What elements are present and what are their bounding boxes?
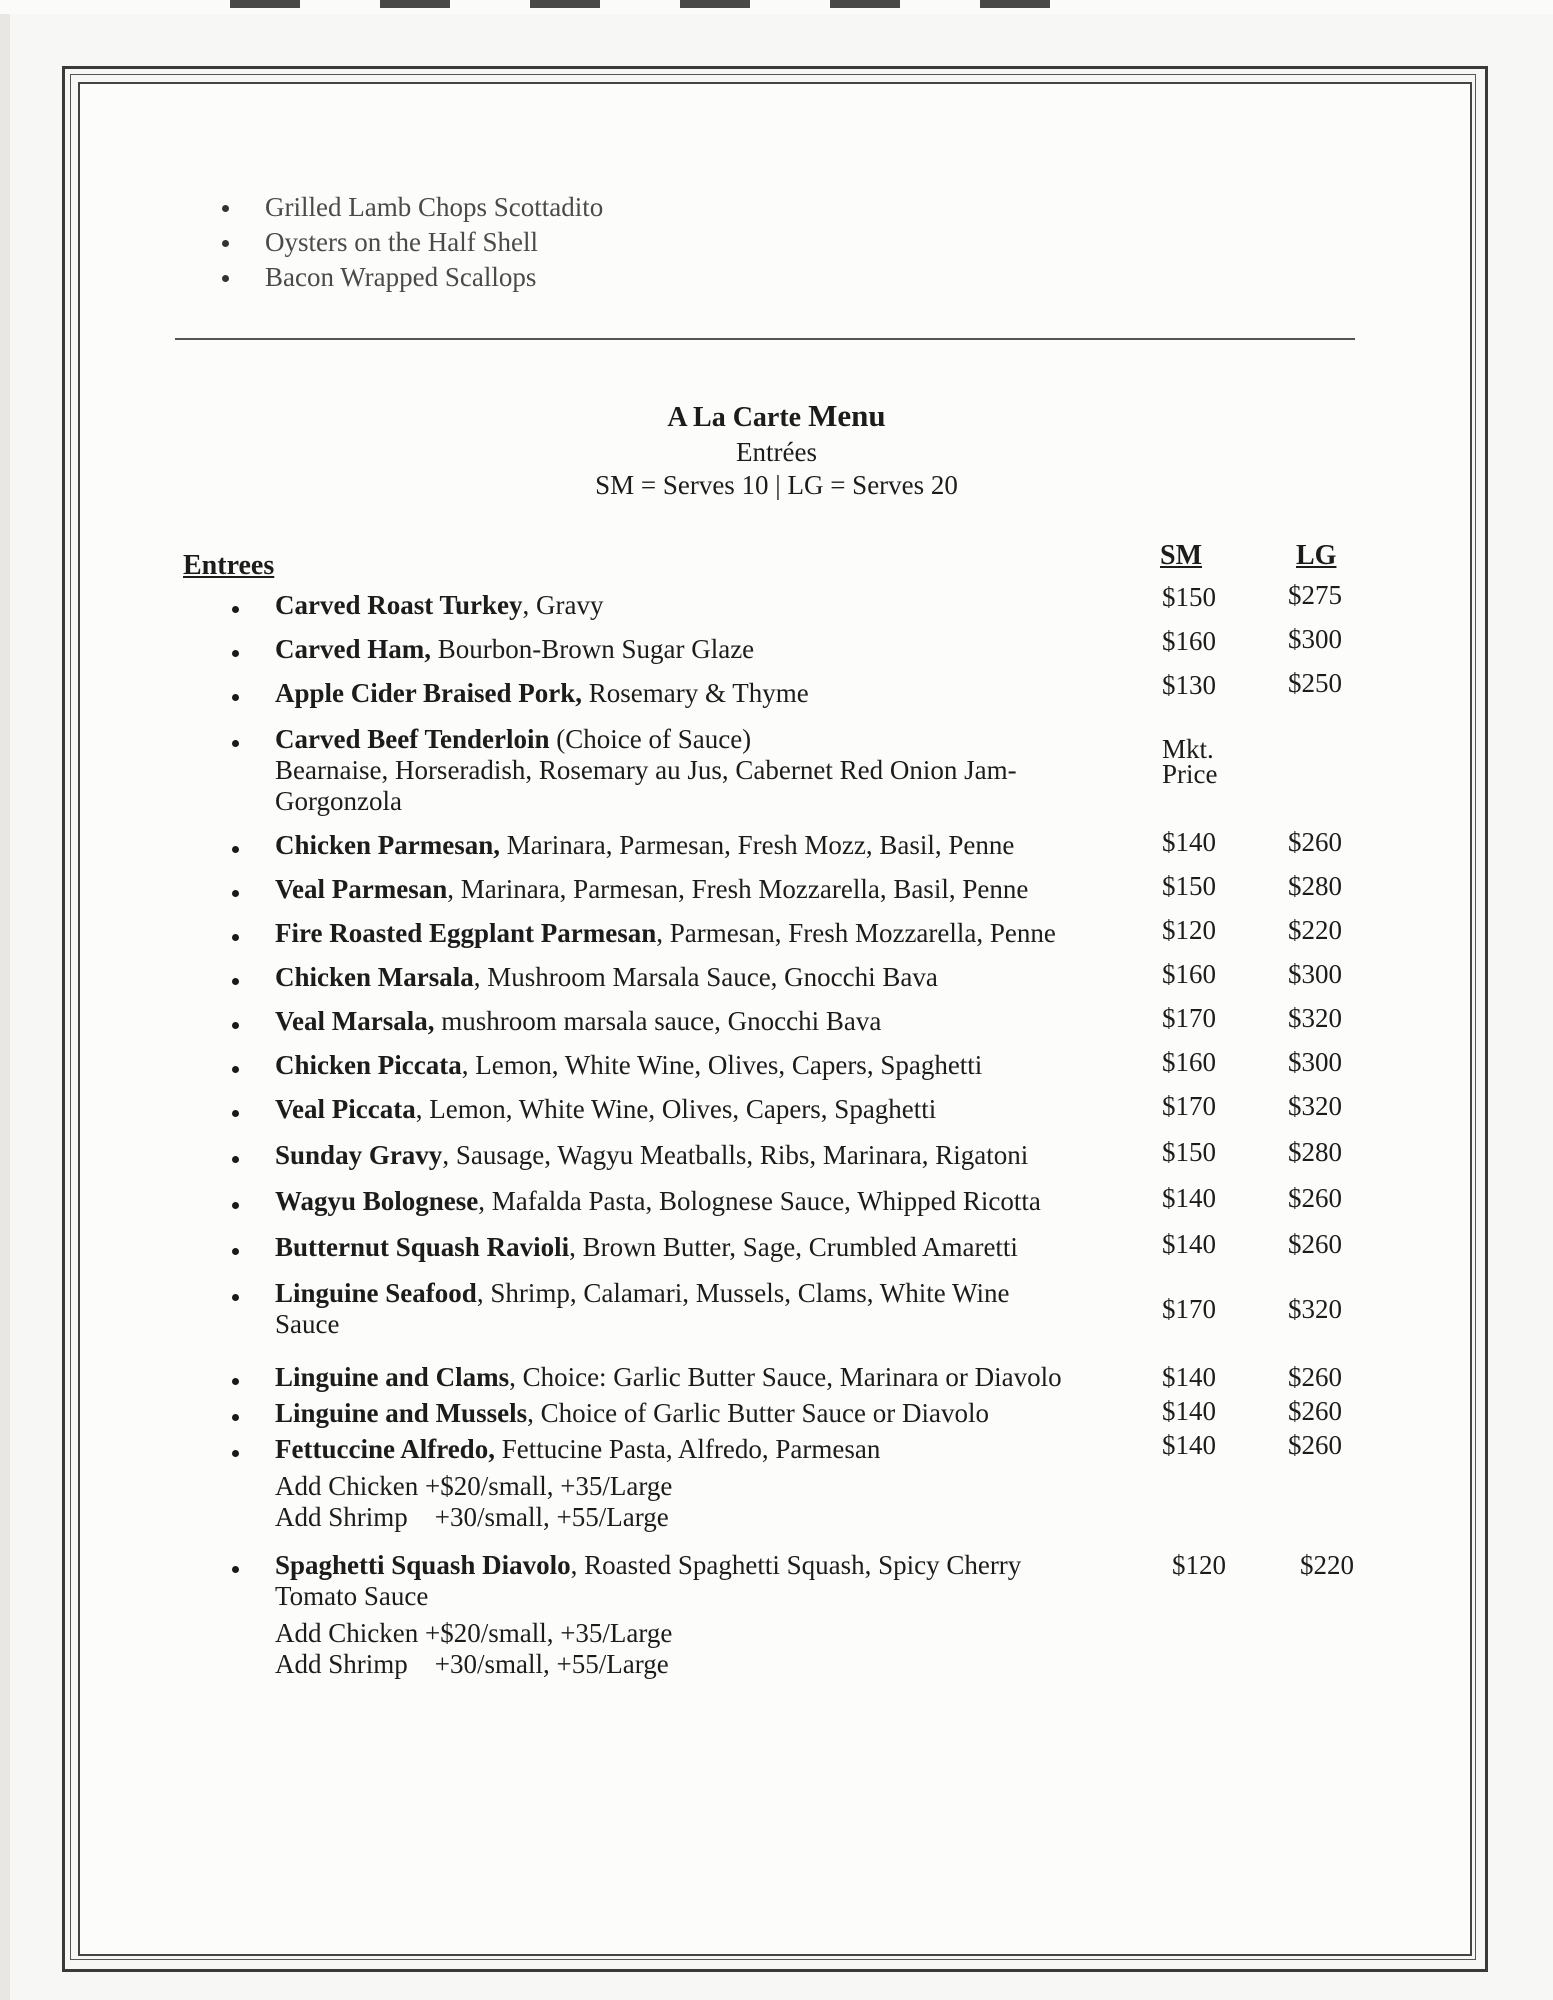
- bullet: [232, 846, 239, 853]
- item-desc: Bourbon-Brown Sugar Glaze: [430, 634, 755, 664]
- bullet: [232, 1378, 239, 1385]
- item-desc: , Brown Butter, Sage, Crumbled Amaretti: [569, 1232, 1018, 1262]
- menu-subtitle: Entrées: [736, 437, 817, 467]
- item-name: Chicken Piccata: [275, 1050, 462, 1080]
- item-desc: , Parmesan, Fresh Mozzarella, Penne: [656, 918, 1056, 948]
- price-sm: $170: [1162, 1003, 1216, 1033]
- item-name: Sunday Gravy: [275, 1140, 443, 1170]
- price-sm: $140: [1162, 1183, 1216, 1213]
- item-desc: , Mafalda Pasta, Bolognese Sauce, Whipped Ricotta: [478, 1186, 1041, 1216]
- addon-shrimp: Add Shrimp +30/small, +55/Large: [275, 1502, 669, 1532]
- item-desc: , Marinara, Parmesan, Fresh Mozzarella, Basil, Penne: [447, 874, 1029, 904]
- item-name: Chicken Parmesan,: [275, 830, 500, 860]
- bullet: [232, 890, 239, 897]
- item-desc: , Choice of Garlic Butter Sauce or Diavolo: [527, 1398, 989, 1428]
- price-lg: $300: [1288, 1047, 1342, 1077]
- item-desc: , Sausage, Wagyu Meatballs, Ribs, Marinara, Rigatoni: [442, 1140, 1029, 1170]
- serves-legend: SM = Serves 10 | LG = Serves 20: [595, 470, 958, 500]
- price-lg: $260: [1288, 1396, 1342, 1426]
- bullet: [232, 694, 239, 701]
- cut-off-text-marks: [230, 0, 1060, 8]
- price-lg: $300: [1288, 624, 1342, 654]
- item-name: Chicken Marsala: [275, 962, 474, 992]
- bullet: [232, 978, 239, 985]
- list-item: Oysters on the Half Shell: [210, 225, 603, 260]
- bullet: [232, 740, 239, 747]
- price-sm: $170: [1162, 1091, 1216, 1121]
- item-desc: (Choice of Sauce): [549, 724, 752, 754]
- price-sm: $140: [1162, 1229, 1216, 1259]
- price-lg: $320: [1288, 1003, 1342, 1033]
- item-desc: , Roasted Spaghetti Squash, Spicy Cherry: [570, 1550, 1022, 1580]
- price-lg: $280: [1288, 871, 1342, 901]
- item-name: Butternut Squash Ravioli: [275, 1232, 570, 1262]
- price-lg: $250: [1288, 668, 1342, 698]
- bullet: [232, 1202, 239, 1209]
- addon-chicken: Add Chicken +$20/small, +35/Large: [275, 1471, 673, 1501]
- price-sm: $150: [1162, 582, 1216, 612]
- item-name: Veal Piccata: [275, 1094, 416, 1124]
- list-item: Grilled Lamb Chops Scottadito: [210, 190, 603, 225]
- price-lg: $320: [1288, 1294, 1342, 1324]
- price-sm: $150: [1162, 871, 1216, 901]
- item-desc: Marinara, Parmesan, Fresh Mozz, Basil, Penne: [500, 830, 1015, 860]
- item-desc: , Lemon, White Wine, Olives, Capers, Spaghetti: [461, 1050, 983, 1080]
- section-label: Entrees: [183, 550, 275, 581]
- item-name: Linguine and Mussels: [275, 1398, 528, 1428]
- item-desc: , Gravy: [522, 590, 604, 620]
- column-header-sm: SM: [1160, 540, 1202, 571]
- item-name: Fettuccine Alfredo,: [275, 1434, 495, 1464]
- item-desc: , Lemon, White Wine, Olives, Capers, Spaghetti: [415, 1094, 937, 1124]
- item-desc: , Choice: Garlic Butter Sauce, Marinara or Diavolo: [509, 1362, 1062, 1392]
- item-desc-line2: Tomato Sauce: [275, 1581, 429, 1611]
- item-name: Carved Roast Turkey: [275, 590, 523, 620]
- bullet: [232, 1294, 239, 1301]
- price-sm: $140: [1162, 827, 1216, 857]
- price-sm: $140: [1162, 1430, 1216, 1460]
- item-name: Veal Marsala,: [275, 1006, 435, 1036]
- price-lg: $280: [1288, 1137, 1342, 1167]
- price-sm: $160: [1162, 1047, 1216, 1077]
- item-name: Fire Roasted Eggplant Parmesan: [275, 918, 657, 948]
- item-desc: Fettucine Pasta, Alfredo, Parmesan: [494, 1434, 881, 1464]
- addon-shrimp: Add Shrimp +30/small, +55/Large: [275, 1649, 669, 1679]
- price-sm: $140: [1162, 1396, 1216, 1426]
- price-sm: $120: [1172, 1550, 1226, 1580]
- bullet: [232, 606, 239, 613]
- price-lg: $260: [1288, 1183, 1342, 1213]
- bullet: [232, 1110, 239, 1117]
- bullet: [232, 1450, 239, 1457]
- list-item: Bacon Wrapped Scallops: [210, 260, 603, 295]
- item-desc: , Mushroom Marsala Sauce, Gnocchi Bava: [473, 962, 938, 992]
- item-name: Apple Cider Braised Pork,: [275, 678, 583, 708]
- item-name: Linguine Seafood: [275, 1278, 477, 1308]
- item-desc: mushroom marsala sauce, Gnocchi Bava: [434, 1006, 882, 1036]
- price-lg: $220: [1300, 1550, 1354, 1580]
- addon-chicken: Add Chicken +$20/small, +35/Large: [275, 1618, 673, 1648]
- price-lg: $220: [1288, 915, 1342, 945]
- column-header-lg: LG: [1296, 540, 1337, 571]
- item-name: Linguine and Clams: [275, 1362, 510, 1392]
- price-sm: $130: [1162, 670, 1216, 700]
- bullet: [232, 934, 239, 941]
- price-sm: Mkt. Price: [1162, 734, 1218, 789]
- price-lg: $260: [1288, 1430, 1342, 1460]
- price-lg: $260: [1288, 827, 1342, 857]
- item-desc-line3: Gorgonzola: [275, 786, 402, 816]
- item-desc: , Shrimp, Calamari, Mussels, Clams, White Wine: [476, 1278, 1010, 1308]
- item-name: Spaghetti Squash Diavolo: [275, 1550, 571, 1580]
- price-lg: $275: [1288, 580, 1342, 610]
- item-desc-line2: Sauce: [275, 1309, 340, 1339]
- bullet: [232, 650, 239, 657]
- bullet: [232, 1248, 239, 1255]
- item-name: Veal Parmesan: [275, 874, 448, 904]
- bullet: [232, 1156, 239, 1163]
- item-name: Carved Ham,: [275, 634, 431, 664]
- price-lg: $320: [1288, 1091, 1342, 1121]
- section-divider: [175, 338, 1355, 340]
- bullet: [232, 1566, 239, 1573]
- bullet: [232, 1022, 239, 1029]
- menu-title: A La Carte Menu: [667, 398, 886, 433]
- item-name: Wagyu Bolognese: [275, 1186, 479, 1216]
- item-name: Carved Beef Tenderloin: [275, 724, 550, 754]
- price-sm: $160: [1162, 959, 1216, 989]
- bullet: [232, 1414, 239, 1421]
- appetizer-list: [210, 190, 603, 295]
- item-desc-line2: Bearnaise, Horseradish, Rosemary au Jus, Cabernet Red Onion Jam-: [275, 755, 1017, 785]
- price-lg: $260: [1288, 1229, 1342, 1259]
- price-sm: $120: [1162, 915, 1216, 945]
- price-sm: $160: [1162, 626, 1216, 656]
- price-lg: $300: [1288, 959, 1342, 989]
- price-sm: $170: [1162, 1294, 1216, 1324]
- price-sm: $150: [1162, 1137, 1216, 1167]
- price-lg: $260: [1288, 1362, 1342, 1392]
- item-desc: Rosemary & Thyme: [582, 678, 809, 708]
- price-sm: $140: [1162, 1362, 1216, 1392]
- top-strip: [0, 0, 1553, 14]
- bullet: [232, 1066, 239, 1073]
